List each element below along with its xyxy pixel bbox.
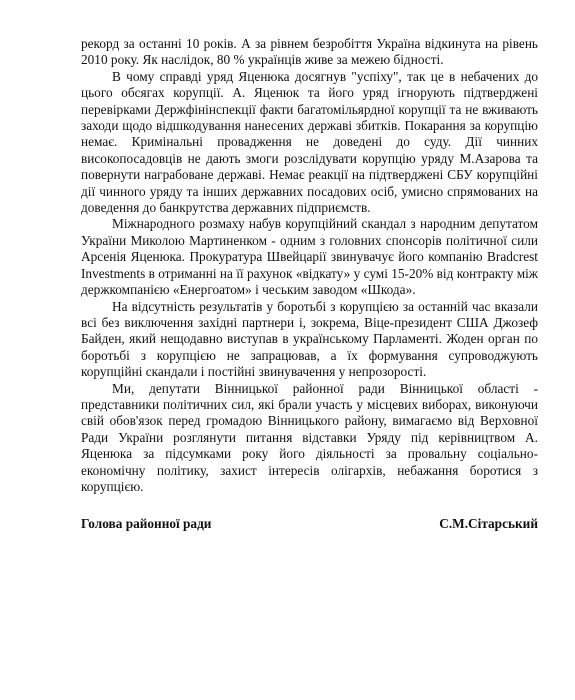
paragraph: Ми, депутати Вінницької районної ради Вінницької області - представники політичних сил, які брали участь у місцевих виборах, виконуючи свій обов'язок перед громадою Вінницького району, вимагаємо від Верховної Ради України розглянути питання відставки Уряду під керівництвом А. Яценюка за підсумками року його діяльності за провальну соціально-економічну політику, захист інтересів олігархів, небажання боротися з корупцією. [81, 380, 538, 494]
paragraph: На відсутність результатів у боротьбі з корупцією за останній час вказали всі без виключення західні партнери і, зокрема, Віце-президент США Джозеф Байден, який нещодавно виступав в українському Парламенті. Жоден орган по боротьбі з корупцією не запрацював, а їх формування супроводжують корупційні скандали і постійні звинувачення у непрозорості. [81, 298, 538, 380]
signatory-name: С.М.Сітарський [439, 516, 538, 531]
signatory-title: Голова районної ради [81, 516, 212, 531]
paragraph: рекорд за останні 10 років. А за рівнем безробіття Україна відкинута на рівень 2010 року. Як наслідок, 80 % українців живе за межею бідності. [81, 36, 538, 68]
paragraph: Міжнародного розмаху набув корупційний скандал з народним депутатом України Миколою Мартиненком - одним з головних спонсорів політичної сили Арсенія Яценюка. Прокуратура Швейцарії звинувачує його компанію Bradcrest Investments в отриманні на її рахунок «відкату» у сумі 15-20% від контракту між держкомпанією «Енергоатом» і чеським заводом «Шкода». [81, 216, 538, 298]
signature-block [81, 516, 538, 532]
body-text [81, 36, 538, 495]
paragraph: В чому справді уряд Яценюка досягнув "успіху", так це в небачених до цього обсягах корупції. А. Яценюк та його уряд ігнорують підтверджені перевірками Держфінінспекції факти багатомільярдної корупції та не вживають заходи щодо відшкодування нанесених державі збитків. Покарання за корупцію немає. Кримінальні провадження не доведені до суду. Дії чинних високопосадовців не дають змоги розслідувати корупцію уряду М.Азарова та повернути награбоване державі. Немає реакції на підтверджені СБУ корупційні дії чинного уряду та інших державних посадових осіб, умисно спрямованих на доведення до банкрутства державних підприємств. [81, 68, 538, 216]
